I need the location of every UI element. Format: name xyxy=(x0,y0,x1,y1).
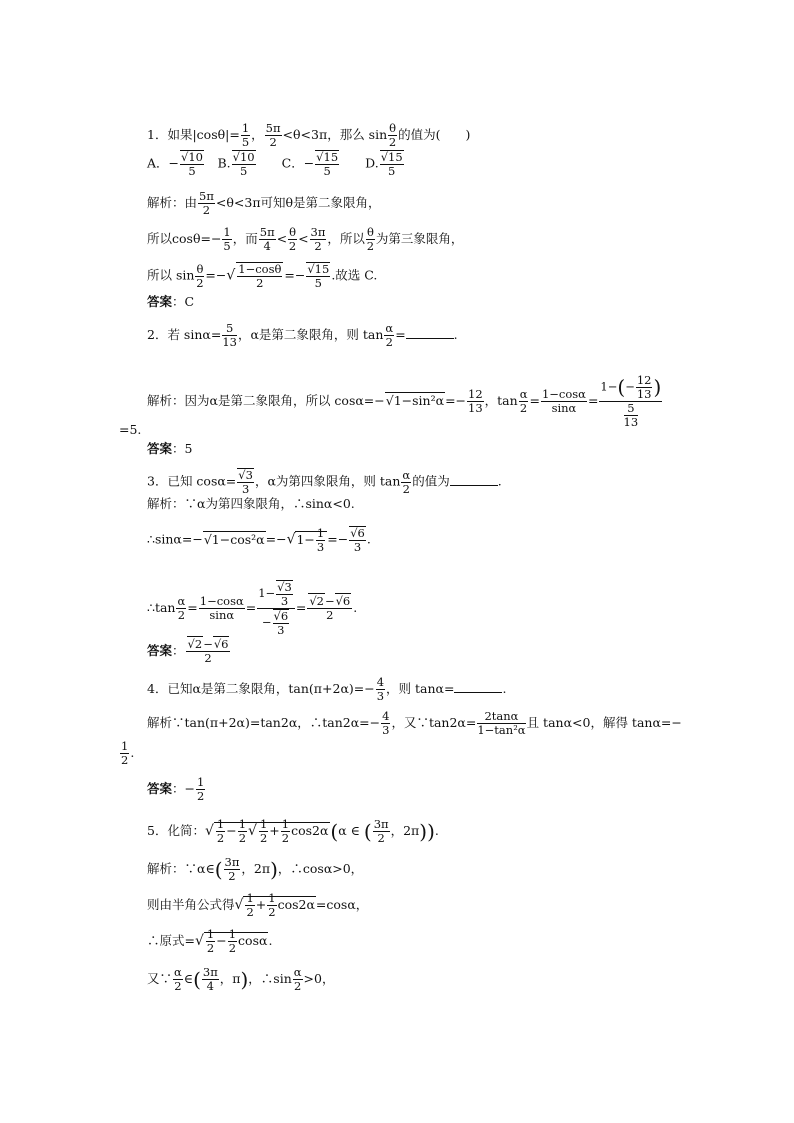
q2-solution-1: 解析：因为α是第二象限角，所以 cosα=−√1−sin²α=− $\frac{12}{13}$ ，tan $\frac{\alpha}{2}$ = $\frac{1-\cos\alpha}{\sin\alpha}$ = 1−(− $\frac{12}{13}$ ) $\frac{5}{13}$ xyxy=(147,373,662,429)
q1-answer: 答案：C xyxy=(147,294,195,309)
q1-solution-2: 所以cosθ=− $\frac{1}{5}$ ，而 $\frac{5\pi}{4}$ < $\frac{\theta}{2}$ < $\frac{3\pi}{2}$ ，所以 $\frac{\theta}{2}$ 为第三象限角， xyxy=(147,225,464,253)
q5-solution-4: 又∵ $\frac{\alpha}{2}$ ∈( $\frac{3\pi}{4}$ ，π)，∴sin $\frac{\alpha}{2}$ >0， xyxy=(147,965,335,993)
q3-solution-1: 解析：∵α为第四象限角，∴sinα<0. xyxy=(147,496,355,511)
q1-stem: 1．如果|cosθ|= $\frac{1}{5}$ ， $\frac{5\pi}{2}$ <θ<3π，那么 sin $\frac{\theta}{2}$ 的值为( ) xyxy=(147,121,471,149)
q4-solution-1: 解析∵tan(π+2α)=tan2α，∴tan2α=− $\frac{4}{3}$ ，又∵tan2α= $\frac{2\tan\alpha}{\text{1−tan²α}}$ 且 tanα<0，解得 tanα=− xyxy=(147,709,682,737)
q3-stem: 3．已知 cosα= $\frac{√3}{3}$ ，α为第四象限角，则 tan $\frac{\alpha}{2}$ 的值为 . xyxy=(147,467,502,496)
q5-solution-1: 解析：∵α∈( $\frac{3\pi}{2}$ ，2π)，∴cosα>0， xyxy=(147,855,364,883)
q1-options: A．− $\frac{√10}{5}$ B. $\frac{√10}{5}$ C．− $\frac{√15}{5}$ D. $\frac{√15}{5}$ xyxy=(147,150,403,178)
q3-solution-2: ∴sinα=−√1−cos²α=−√1− $\frac{1}{3}$ =− $\frac{√6}{3}$ . xyxy=(147,525,371,554)
q3-solution-3: ∴tan $\frac{\alpha}{2}$ = $\frac{1-\cos\alpha}{\sin\alpha}$ = 1− $\frac{√3}{3}$ − $\frac{√6}{3}$ = $\frac{√2-√6}{2}$ . xyxy=(147,580,358,637)
q2-answer: 答案：5 xyxy=(147,441,193,456)
q3-answer: 答案： $\frac{√2-√6}{2}$ xyxy=(147,637,229,665)
q4-solution-2: $\frac{1}{2}$ . xyxy=(121,739,135,767)
q4-stem: 4．已知α是第二象限角，tan(π+2α)=− $\frac{4}{3}$ ，则 tanα= . xyxy=(147,675,507,703)
q5-stem: 5．化简：√ $\frac{1}{2}$ − $\frac{1}{2}$ √ $\frac{1}{2}$ + $\frac{1}{2}$ cos2α (α ∈ ( $\frac{3\pi}{2}$ ，2π)). xyxy=(147,817,439,845)
q1-solution-1: 解析：由 $\frac{5\pi}{2}$ <θ<3π可知θ是第二象限角， xyxy=(147,189,381,217)
q4-answer: 答案：− $\frac{1}{2}$ xyxy=(147,775,205,803)
q5-solution-3: ∴原式=√ $\frac{1}{2}$ − $\frac{1}{2}$ cosα. xyxy=(147,927,273,955)
q2-solution-2: =5. xyxy=(119,422,142,437)
q2-stem: 2．若 sinα= $\frac{5}{13}$ ，α是第二象限角，则 tan $\frac{\alpha}{2}$ = . xyxy=(147,321,458,349)
q5-solution-2: 则由半角公式得√ $\frac{1}{2}$ + $\frac{1}{2}$ cos2α=cosα， xyxy=(147,891,369,919)
q1-solution-3: 所以 sin $\frac{\theta}{2}$ =−√ $\frac{1-\cos\theta}{2}$ =− $\frac{√15}{5}$ .故选 C. xyxy=(147,261,378,290)
